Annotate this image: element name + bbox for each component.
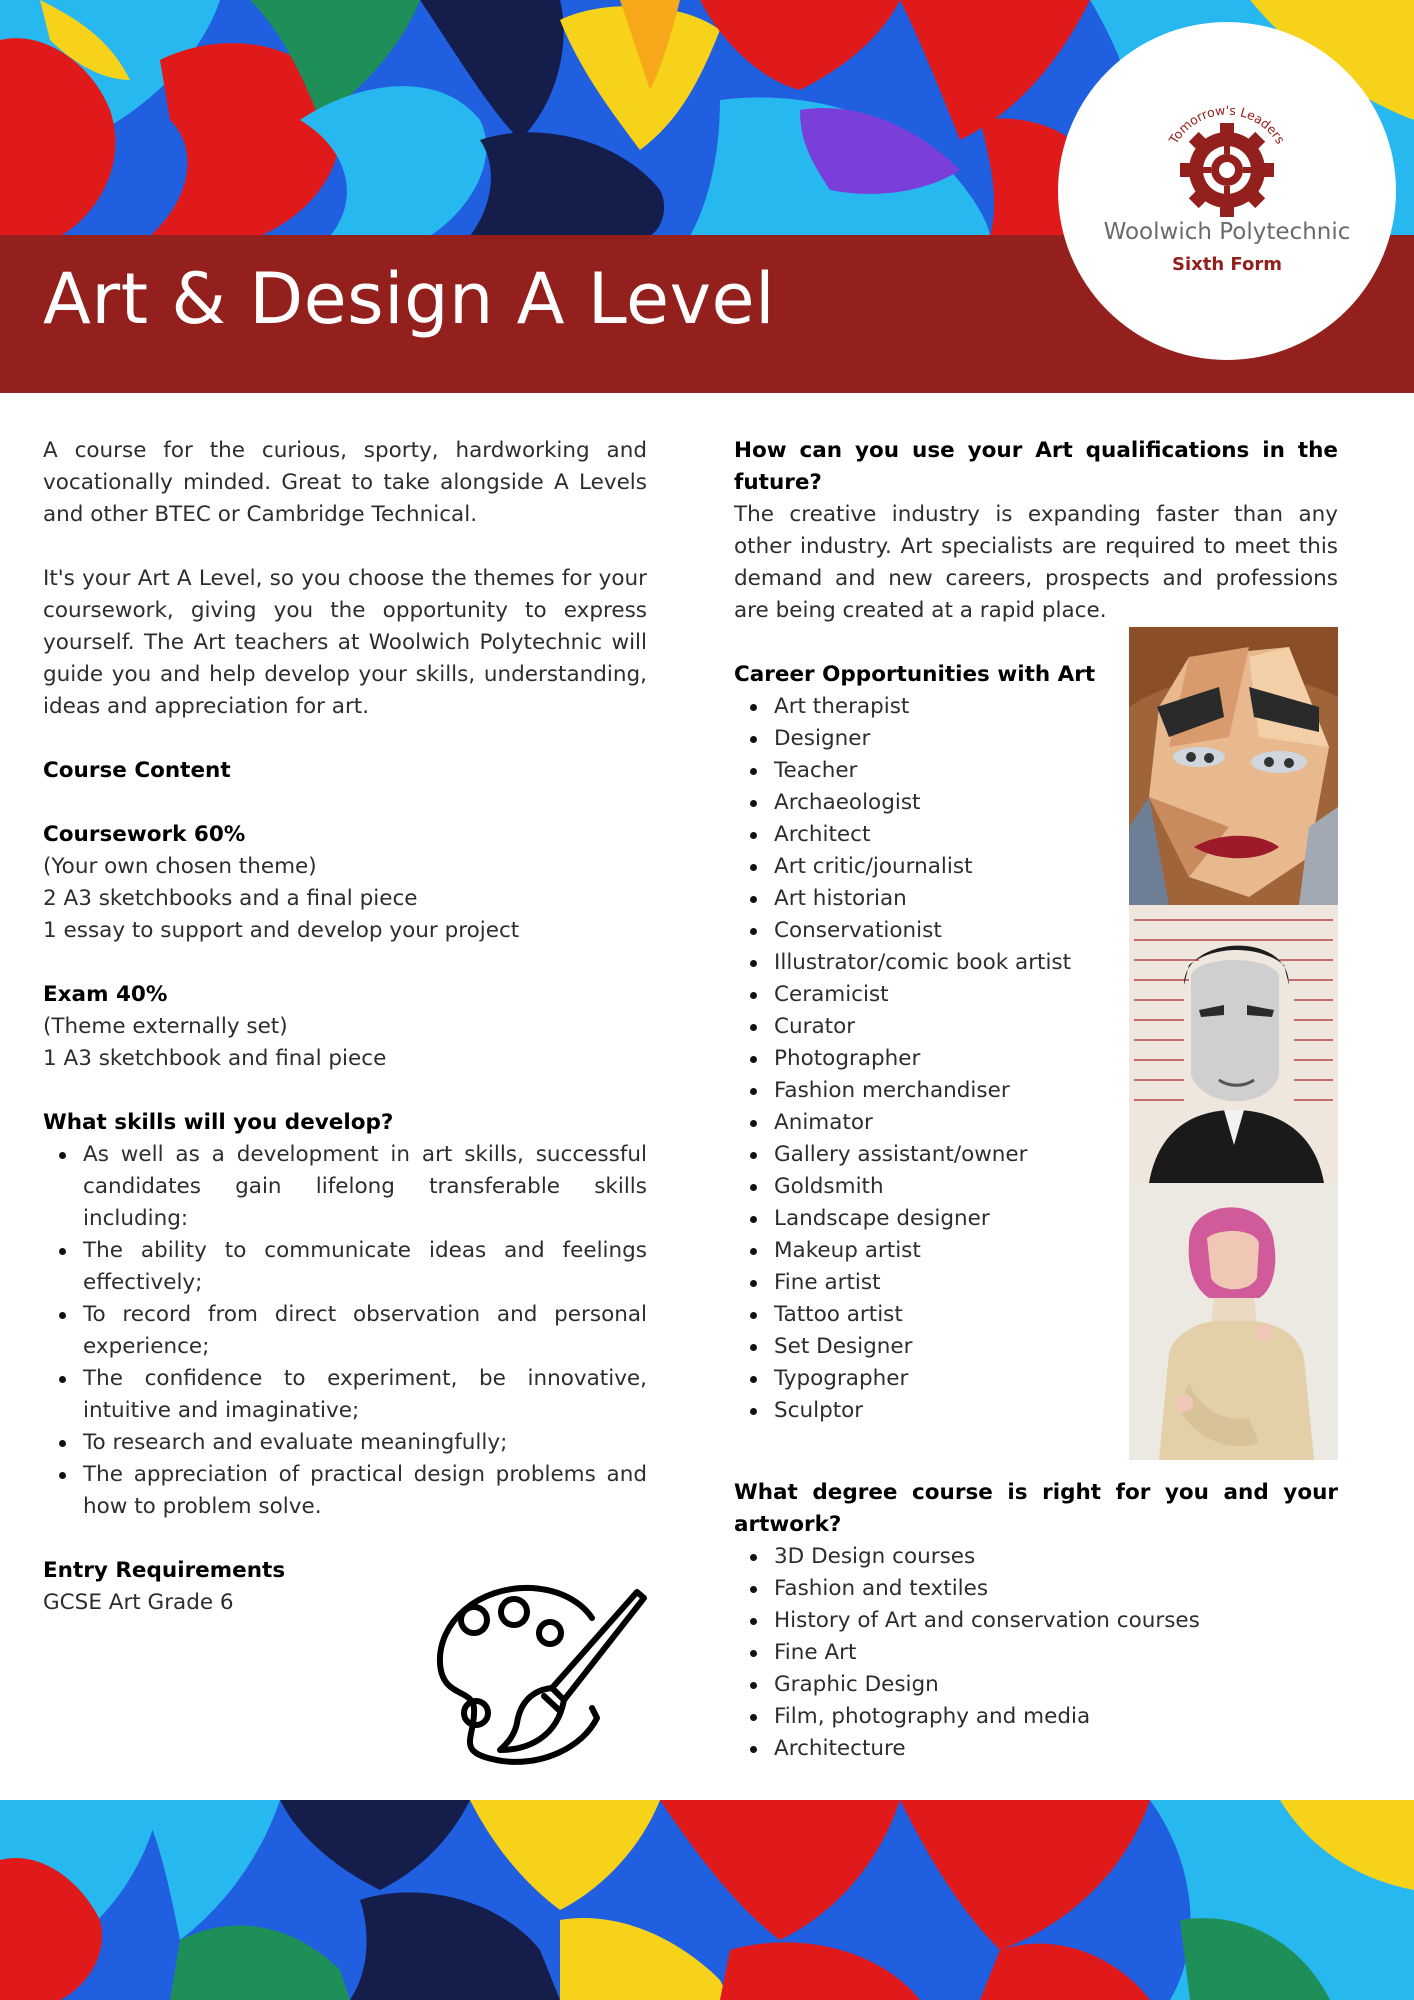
list-item: Illustrator/comic book artist — [734, 947, 1338, 979]
artwork-text-portrait — [1129, 905, 1338, 1183]
list-item: The ability to communicate ideas and feelings effectively; — [43, 1235, 647, 1299]
list-item: Sculptor — [734, 1395, 1338, 1427]
coursework-line: 2 A3 sketchbooks and a final piece — [43, 886, 418, 911]
skills-heading: What skills will you develop? — [43, 1110, 394, 1135]
list-item: Set Designer — [734, 1331, 1338, 1363]
list-item: Architecture — [734, 1733, 1338, 1765]
list-item: The appreciation of practical design problems and how to problem solve. — [43, 1459, 647, 1523]
list-item: Curator — [734, 1011, 1338, 1043]
skills-list — [43, 1139, 647, 1523]
future-paragraph: The creative industry is expanding faster than any other industry. Art specialists are required to meet this demand and new careers, prospects and professions are being created at a rapid place. — [734, 502, 1338, 623]
list-item: The confidence to experiment, be innovative, intuitive and imaginative; — [43, 1363, 647, 1427]
coursework-line: 1 essay to support and develop your project — [43, 918, 520, 943]
list-item: Goldsmith — [734, 1171, 1338, 1203]
exam-line: 1 A3 sketchbook and final piece — [43, 1046, 387, 1071]
list-item: Fashion merchandiser — [734, 1075, 1338, 1107]
list-item: Graphic Design — [734, 1669, 1338, 1701]
list-item: History of Art and conservation courses — [734, 1605, 1338, 1637]
coursework-line: (Your own chosen theme) — [43, 854, 317, 879]
list-item: To research and evaluate meaningfully; — [43, 1427, 647, 1459]
list-item: Film, photography and media — [734, 1701, 1338, 1733]
list-item: Typographer — [734, 1363, 1338, 1395]
exam-heading: Exam 40% — [43, 982, 168, 1007]
logo-tagline: Tomorrow's Leaders — [1165, 102, 1289, 147]
list-item: Animator — [734, 1107, 1338, 1139]
list-item: Fashion and textiles — [734, 1573, 1338, 1605]
intro-paragraph: A course for the curious, sporty, hardworking and vocationally minded. Great to take alongside A Levels and other BTEC or Cambridge Technical. — [43, 438, 647, 527]
degree-list — [734, 1541, 1338, 1765]
list-item: Gallery assistant/owner — [734, 1139, 1338, 1171]
list-item: Architect — [734, 819, 1338, 851]
list-item: Teacher — [734, 755, 1338, 787]
footer-painting — [0, 1800, 1414, 2000]
list-item: To record from direct observation and personal experience; — [43, 1299, 647, 1363]
list-item: Landscape designer — [734, 1203, 1338, 1235]
list-item: Ceramicist — [734, 979, 1338, 1011]
list-item: Tattoo artist — [734, 1299, 1338, 1331]
list-item: Fine Art — [734, 1637, 1338, 1669]
list-item: Makeup artist — [734, 1235, 1338, 1267]
degree-heading: What degree course is right for you and your artwork? — [734, 1480, 1338, 1537]
gear-target-icon — [1058, 22, 1396, 360]
intro-paragraph-2: It's your Art A Level, so you choose the themes for your coursework, giving you the opportunity to express yourself. The Art teachers at Woolwich Polytechnic will guide you and help develop your skills, understanding, ideas and appreciation for art. — [43, 566, 647, 719]
course-content-heading: Course Content — [43, 758, 231, 783]
list-item: Art critic/journalist — [734, 851, 1338, 883]
logo-name: Woolwich Polytechnic — [1103, 219, 1351, 245]
list-item: Art historian — [734, 883, 1338, 915]
logo-subtitle: Sixth Form — [1172, 254, 1282, 275]
future-heading: How can you use your Art qualifications in the future? — [734, 438, 1338, 495]
artwork-pink-hair-portrait — [1129, 1183, 1338, 1460]
list-item: 3D Design courses — [734, 1541, 1338, 1573]
list-item: Archaeologist — [734, 787, 1338, 819]
exam-line: (Theme externally set) — [43, 1014, 288, 1039]
list-item: Fine artist — [734, 1267, 1338, 1299]
coursework-heading: Coursework 60% — [43, 822, 246, 847]
page-title: Art & Design A Level — [43, 258, 776, 340]
entry-requirements-heading: Entry Requirements — [43, 1558, 286, 1583]
list-item: Designer — [734, 723, 1338, 755]
art-palette-icon — [432, 1578, 652, 1768]
careers-heading: Career Opportunities with Art — [734, 662, 1096, 687]
student-artwork-strip — [1129, 627, 1338, 1460]
list-item: Photographer — [734, 1043, 1338, 1075]
entry-requirements-text: GCSE Art Grade 6 — [43, 1590, 234, 1615]
list-item: As well as a development in art skills, successful candidates gain lifelong transferable skills including: — [43, 1139, 647, 1235]
left-column — [43, 435, 647, 1619]
artwork-cubist-portrait — [1129, 627, 1338, 905]
school-logo — [1058, 22, 1396, 360]
list-item: Art therapist — [734, 691, 1338, 723]
list-item: Conservationist — [734, 915, 1338, 947]
